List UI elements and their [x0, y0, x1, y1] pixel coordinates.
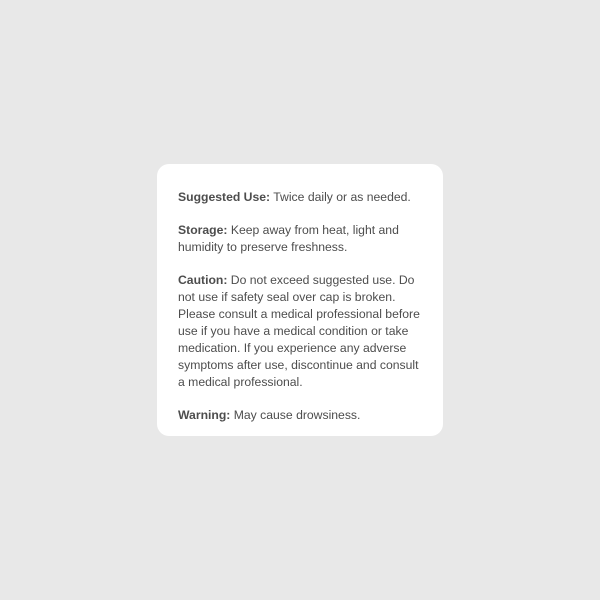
suggested-use-section [178, 189, 425, 206]
warning-text: May cause drowsiness. [230, 408, 361, 422]
suggested-use-label: Suggested Use: [178, 190, 271, 204]
product-info-card [157, 164, 443, 436]
caution-text: Do not exceed suggested use. Do not use if safety seal over cap is broken. Please consult a medical professional before use if you have a medical condition or take medication. If you experience any adverse symptoms after use, discontinue and consult a medical professional. [178, 273, 420, 389]
suggested-use-text: Twice daily or as needed. [270, 190, 411, 204]
warning-label: Warning: [178, 408, 231, 422]
storage-label: Storage: [178, 223, 228, 237]
storage-section [178, 222, 425, 256]
warning-section [178, 407, 425, 424]
caution-section [178, 272, 425, 391]
caution-label: Caution: [178, 273, 228, 287]
storage-text: Keep away from heat, light and humidity to preserve freshness. [178, 223, 399, 254]
